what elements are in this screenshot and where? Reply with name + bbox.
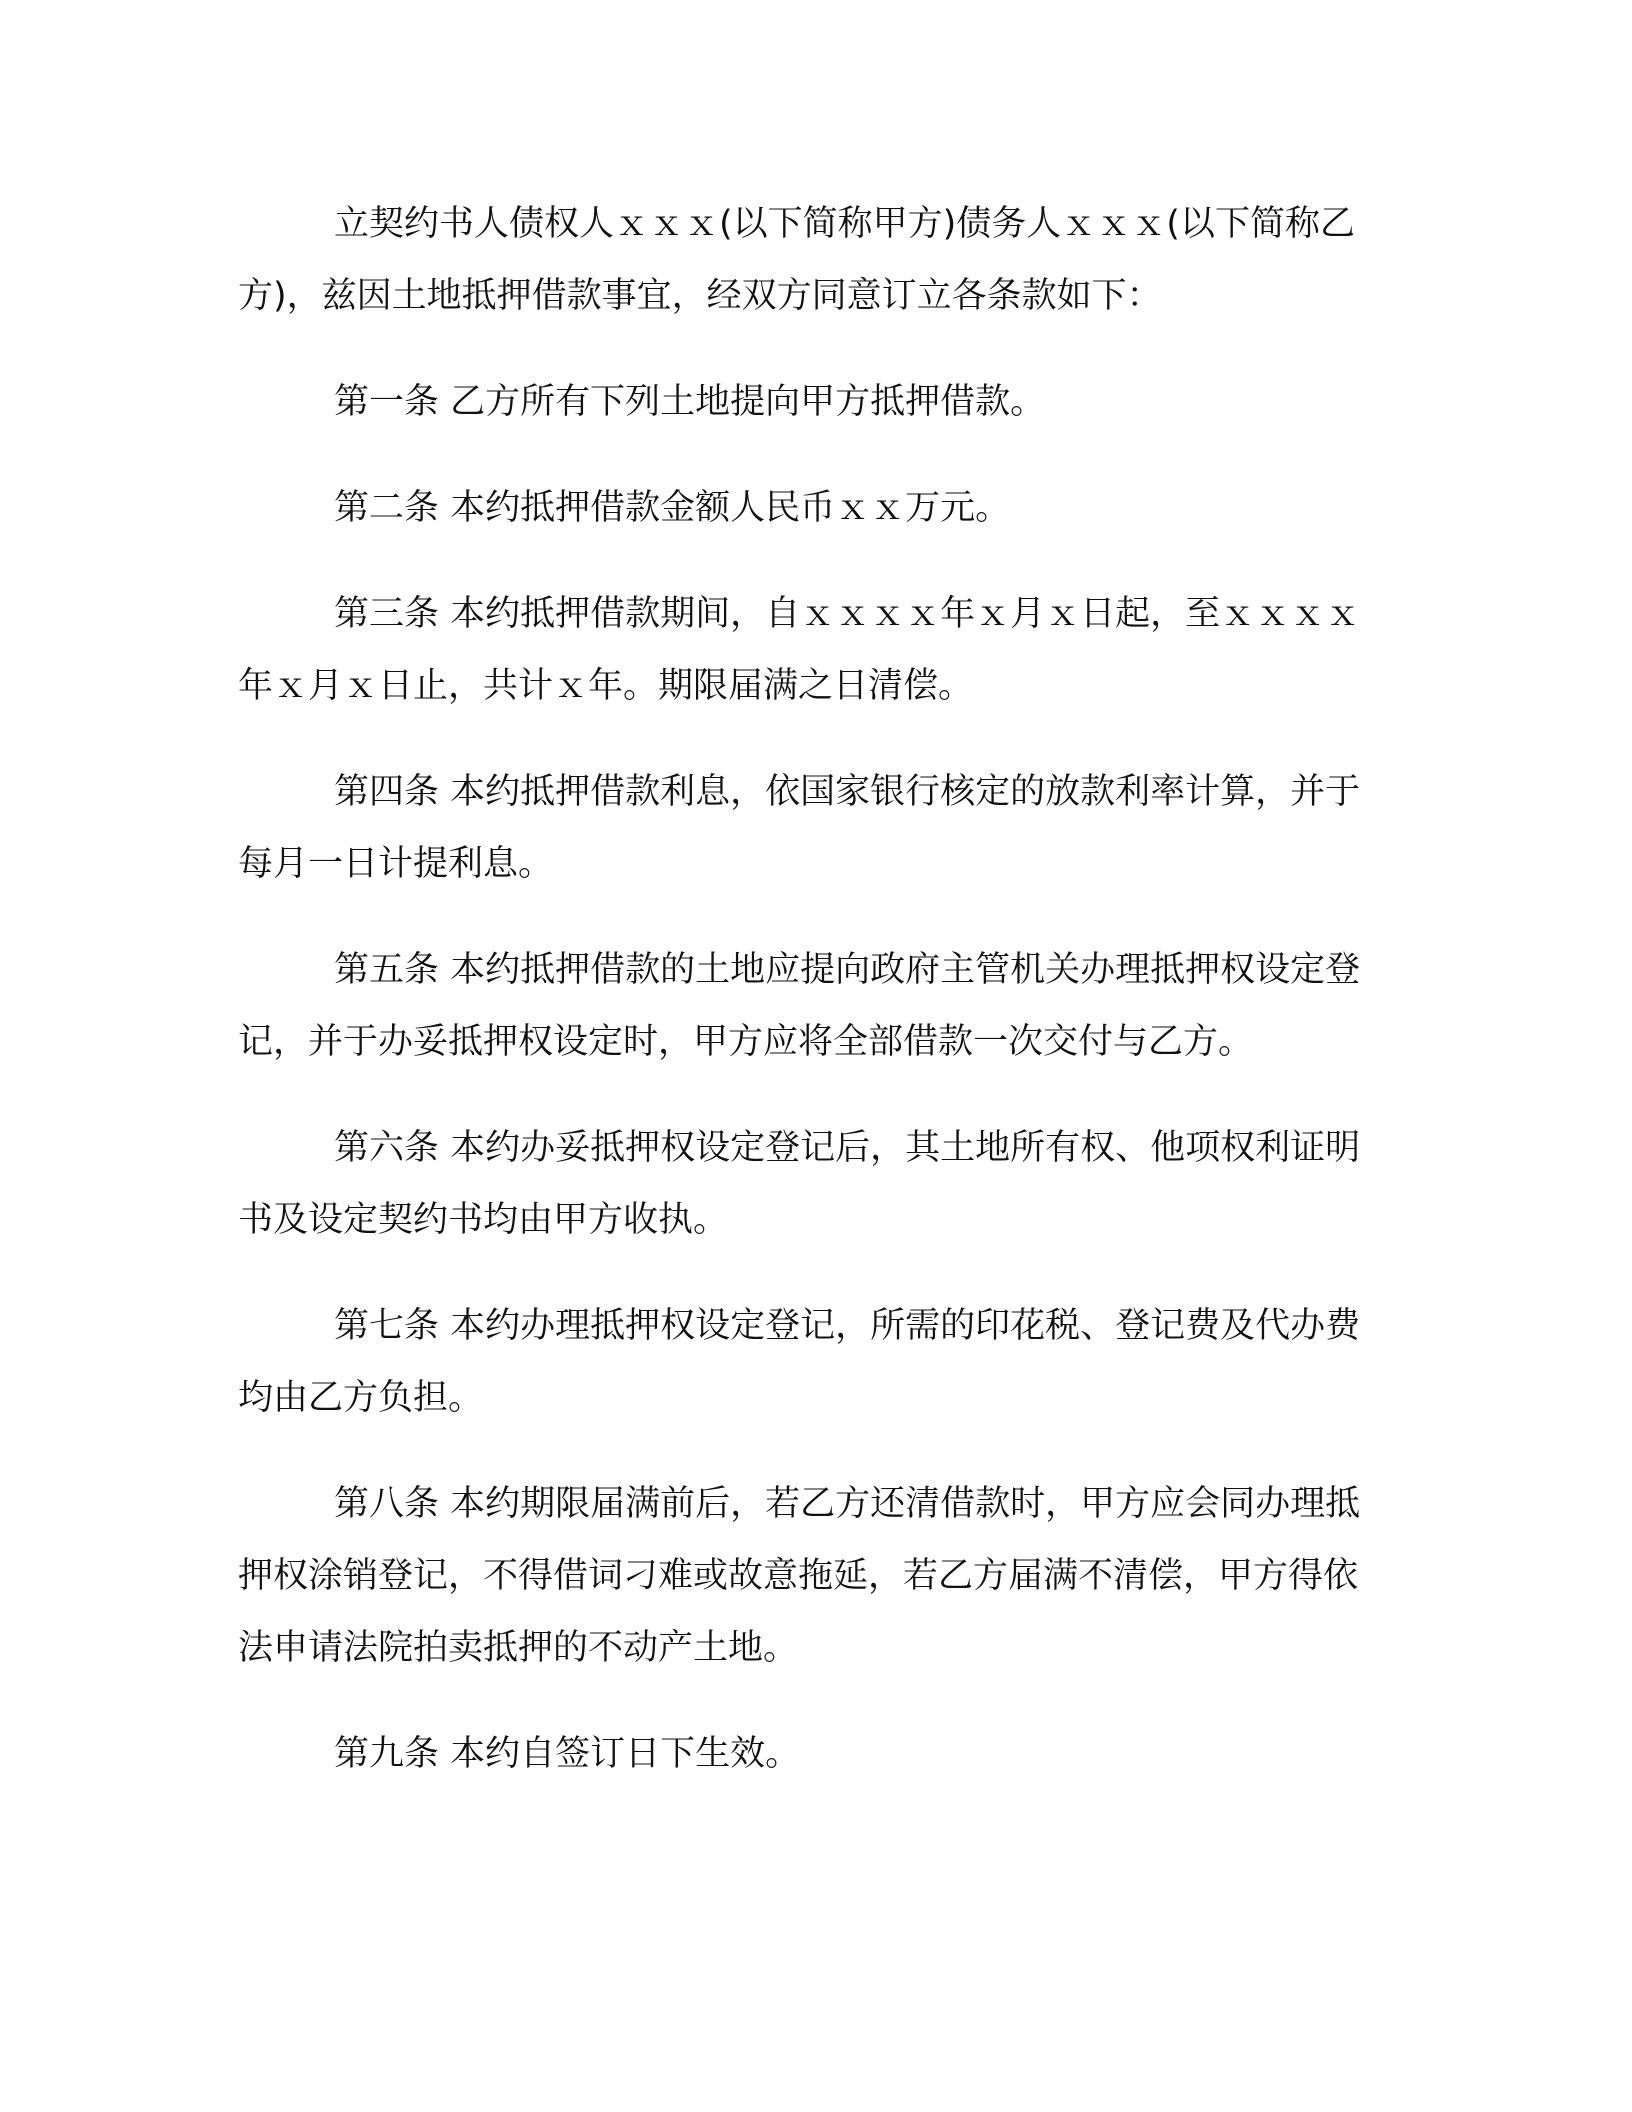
article-9: 第九条 本约自签订日下生效。 [334,1734,801,1774]
article-8: 第八条 本约期限届满前后，若乙方还清借款时，甲方应会同办理抵押权涂销登记，不得借词刁难或故意拖延，若乙方届满不清偿，甲方得依法申请法院拍卖抵押的不动产土地。 [238,1484,1361,1668]
article-7: 第七条 本约办理抵押权设定登记，所需的印花税、登记费及代办费均由乙方负担。 [238,1306,1361,1418]
article-6: 第六条 本约办妥抵押权设定登记后，其土地所有权、他项权利证明书及设定契约书均由甲方收执。 [238,1128,1361,1240]
article-4: 第四条 本约抵押借款利息，依国家银行核定的放款利率计算，并于每月一日计提利息。 [238,772,1361,884]
article-3: 第三条 本约抵押借款期间，自ｘｘｘｘ年ｘ月ｘ日起，至ｘｘｘｘ年ｘ月ｘ日止，共计ｘ年。期限届满之日清偿。 [238,594,1361,706]
contract-preamble: 立契约书人债权人ｘｘｘ(以下简称甲方)债务人ｘｘｘ(以下简称乙方)，兹因土地抵押借款事宜，经双方同意订立各条款如下： [238,204,1355,316]
article-2: 第二条 本约抵押借款金额人民币ｘｘ万元。 [334,488,1011,528]
article-1: 第一条 乙方所有下列土地提向甲方抵押借款。 [334,382,1046,422]
document-body [238,188,1378,1824]
article-5: 第五条 本约抵押借款的土地应提向政府主管机关办理抵押权设定登记，并于办妥抵押权设定时，甲方应将全部借款一次交付与乙方。 [238,950,1361,1062]
